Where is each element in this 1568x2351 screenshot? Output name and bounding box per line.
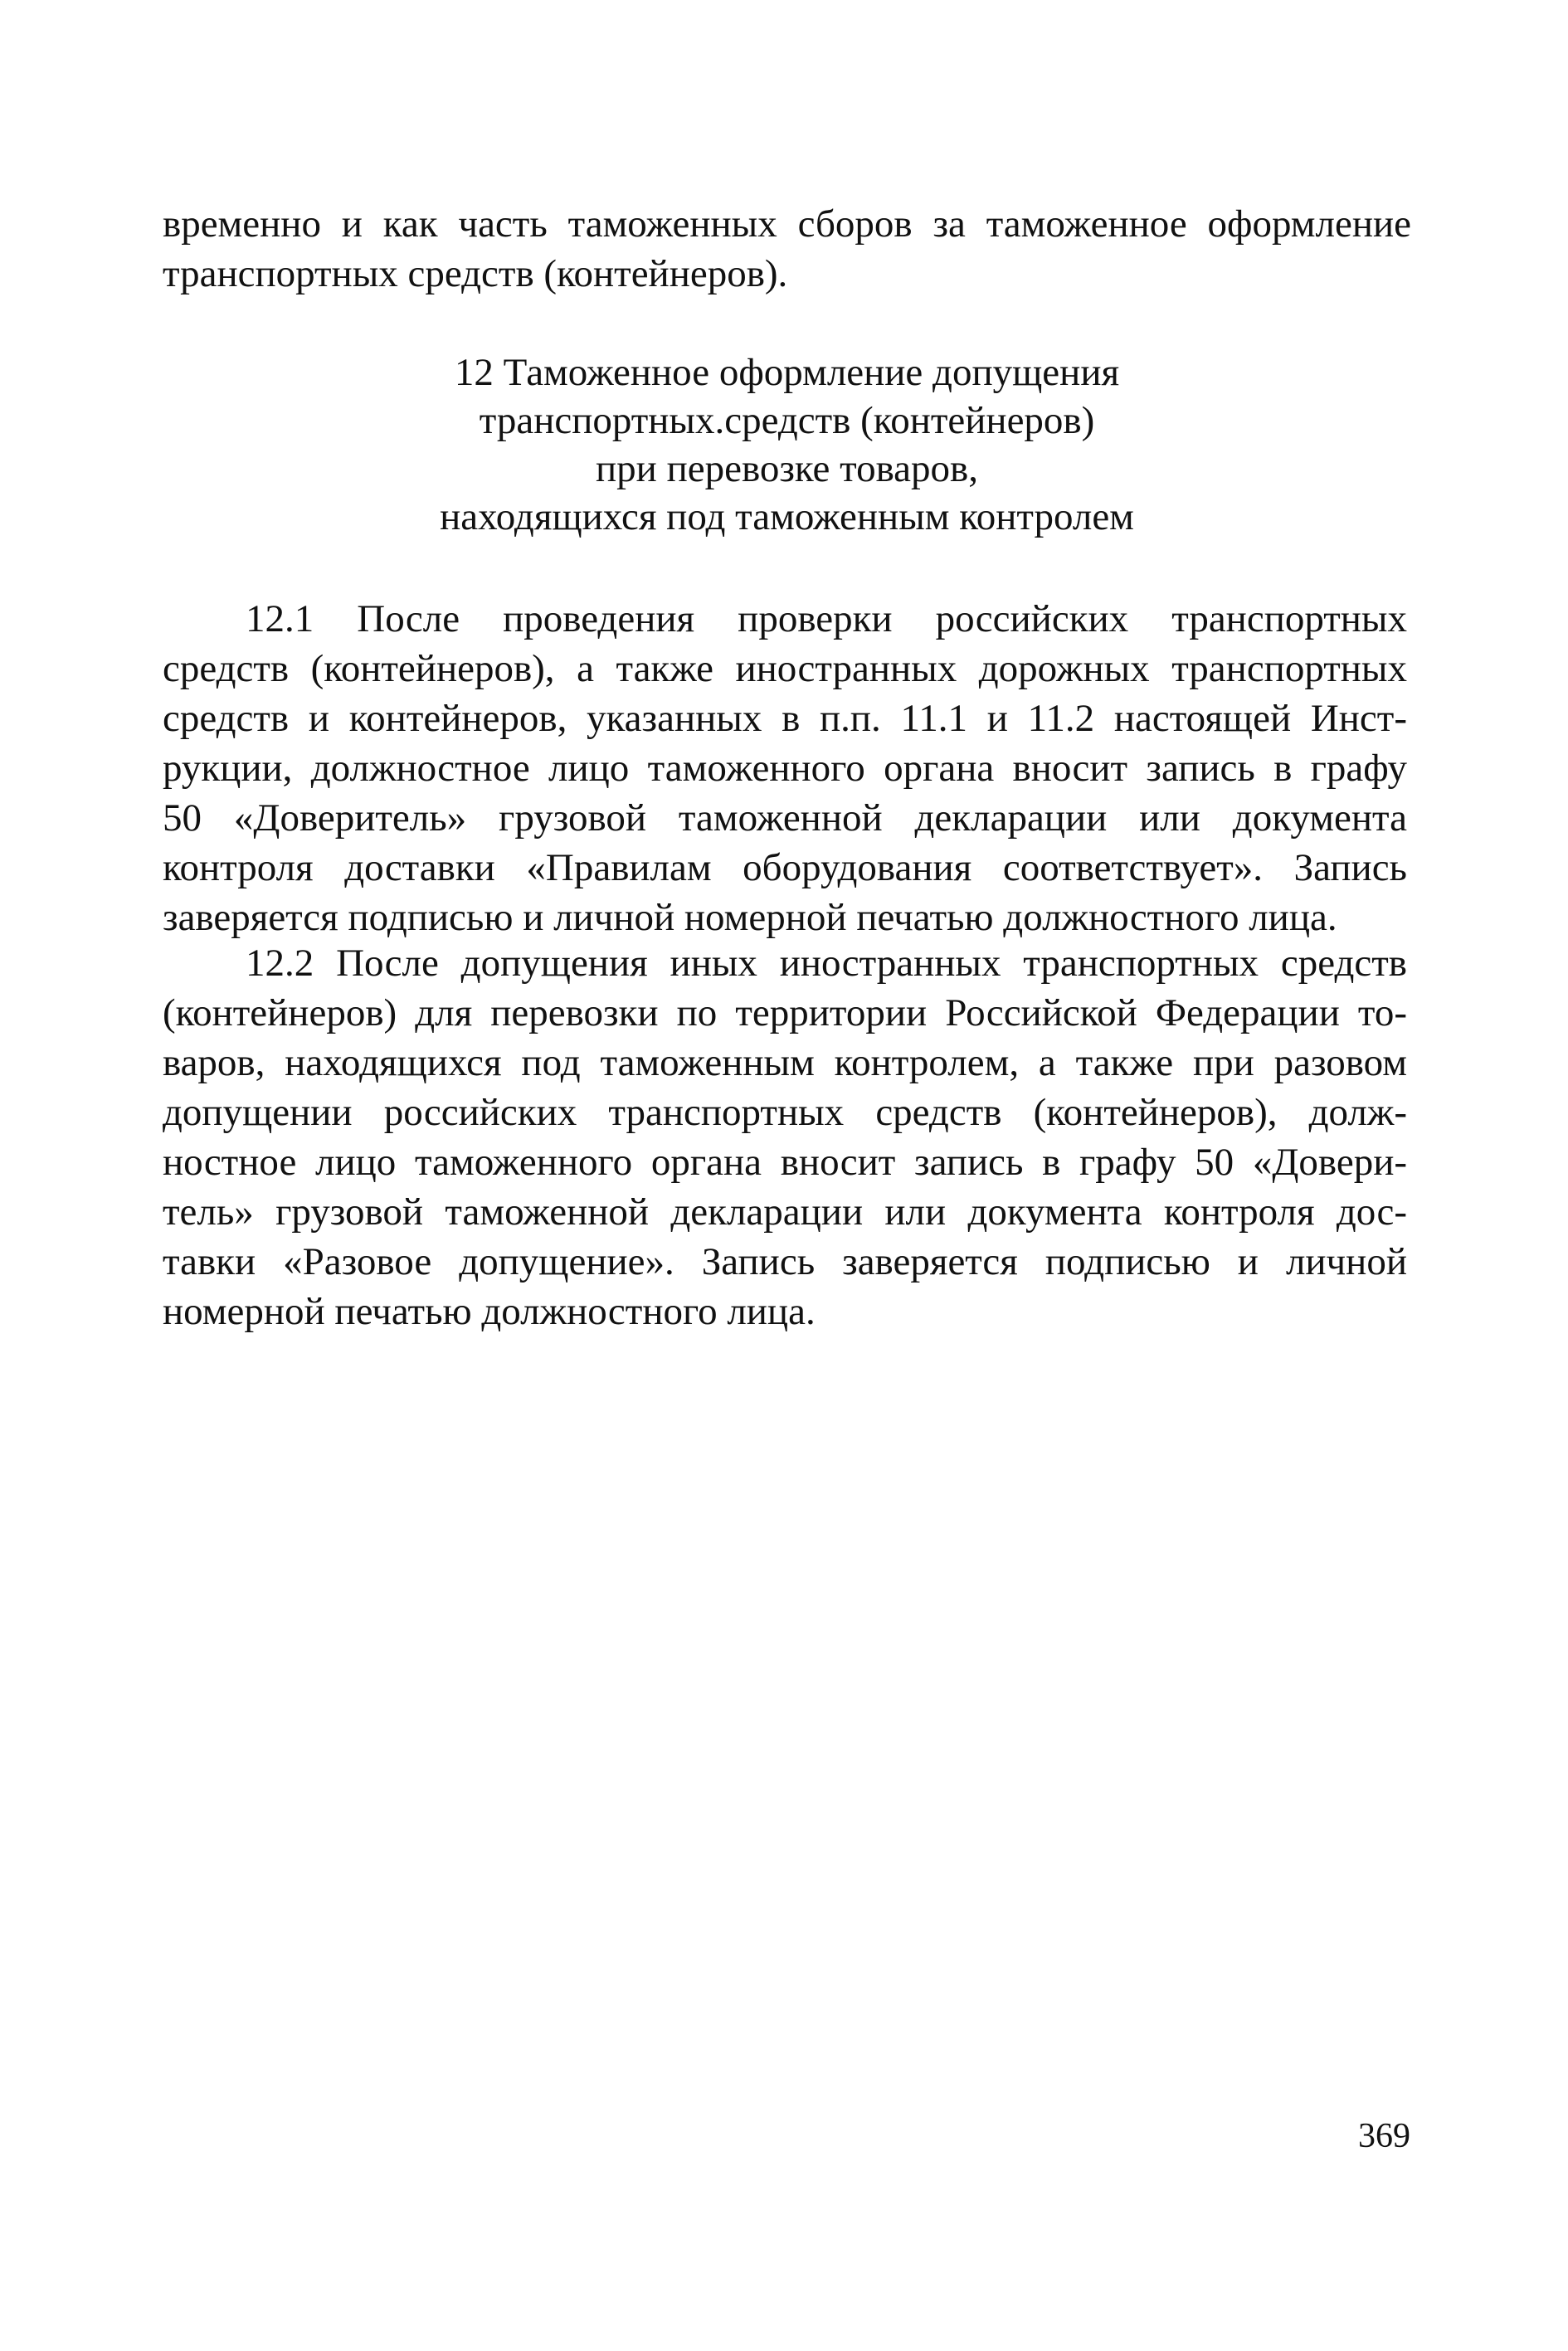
heading-line: при перевозке товаров, [596, 447, 978, 490]
text-line: тавки «Разовое допущение». Запись заверяется подписью и личной [163, 1240, 1407, 1283]
text-line: контроля доставки «Правилам оборудования соответствует». Запись [163, 846, 1407, 889]
heading-line: транспортных.средств (контейнеров) [479, 399, 1095, 442]
text-line: допущении российских транспортных средств (контейнеров), долж- [163, 1091, 1407, 1134]
text-line: транспортных средств (контейнеров). [163, 252, 788, 295]
paragraph-12-1 [163, 594, 1407, 942]
text-line: тель» грузовой таможенной декларации или документа контроля дос- [163, 1190, 1407, 1234]
text-line: (контейнеров) для перевозки по территории Российской Федерации то- [163, 991, 1407, 1034]
text-line: заверяется подписью и личной номерной печатью должностного лица. [163, 896, 1337, 939]
heading-line: находящихся под таможенным контролем [440, 495, 1134, 538]
intro-paragraph [163, 199, 1411, 299]
section-heading [163, 348, 1411, 541]
paragraph-12-2 [163, 938, 1407, 1336]
page-number: 369 [1358, 2117, 1410, 2155]
text-line: средств (контейнеров), а также иностранных дорожных транспортных [163, 647, 1407, 690]
text-line: 50 «Доверитель» грузовой таможенной декларации или документа [163, 796, 1407, 840]
text-line: рукции, должностное лицо таможенного органа вносит запись в графу [163, 747, 1407, 790]
text-line: 12.2 После допущения иных иностранных транспортных средств [246, 942, 1407, 985]
text-line: ностное лицо таможенного органа вносит запись в графу 50 «Довери- [163, 1141, 1407, 1184]
text-line: 12.1 После проведения проверки российских транспортных [246, 597, 1407, 640]
text-line: средств и контейнеров, указанных в п.п. 11.1 и 11.2 настоящей Инст- [163, 697, 1407, 740]
text-line: номерной печатью должностного лица. [163, 1290, 816, 1333]
heading-line: 12 Таможенное оформление допущения [454, 351, 1120, 394]
text-line: варов, находящихся под таможенным контролем, а также при разовом [163, 1041, 1407, 1084]
text-line: временно и как часть таможенных сборов за таможенное оформление [163, 202, 1411, 246]
